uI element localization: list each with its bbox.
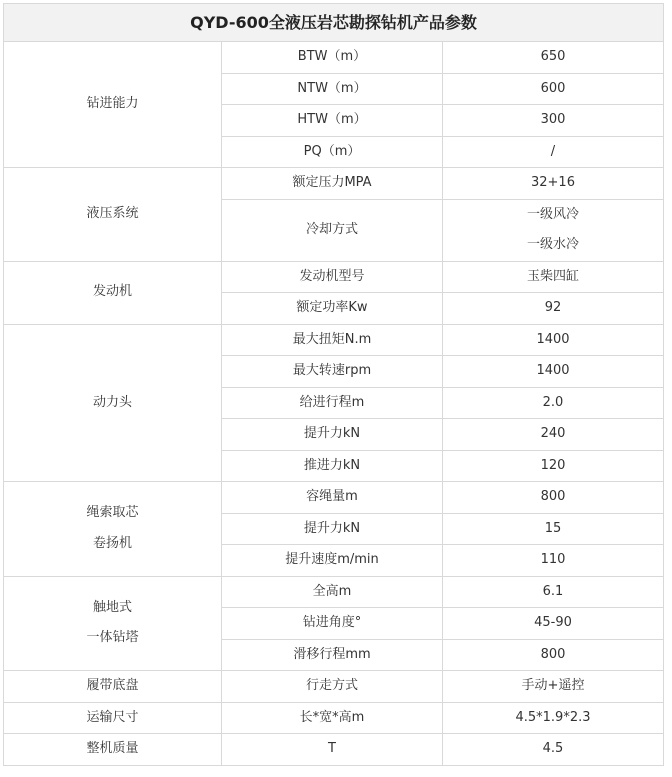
category-cell [4,671,222,703]
category-cell [4,702,222,734]
value-label: 300 [540,112,566,127]
parameter-cell: 最大转速rpm [222,356,443,388]
category-cell [4,734,222,766]
value-label: 32+16 [531,175,575,190]
category-label: 动力头 [92,394,132,410]
parameter-cell: 额定压力MPA [222,168,443,200]
category-label: 触地式 [92,599,132,615]
value-cell [443,482,664,514]
table-row [4,42,664,74]
category-label: 发动机 [92,284,132,300]
table-row [4,482,664,514]
value-label: / [550,143,556,159]
parameter-cell: 长*宽*高m [222,702,443,734]
value-cell [443,545,664,577]
parameter-cell: 提升力kN [222,419,443,451]
value-cell [443,324,664,356]
parameter-cell: 最大扭矩N.m [222,324,443,356]
table-title: QYD-600全液压岩芯勘探钻机产品参数 [4,4,664,42]
value-cell [443,73,664,105]
table-row [4,168,664,200]
category-label: 液压系统 [86,206,139,221]
category-label: 钻进能力 [86,96,139,112]
table-row [4,702,664,734]
value-cell [443,608,664,640]
value-cell [443,387,664,419]
value-label: 15 [544,520,562,536]
value-cell [443,450,664,482]
category-cell [4,168,222,262]
value-cell [443,734,664,766]
value-cell [443,671,664,703]
value-label: 240 [540,426,566,441]
value-label: 2.0 [542,394,564,410]
category-cell [4,261,222,324]
value-label: 92 [544,300,562,315]
table-row [4,576,664,608]
parameter-cell: NTW（m） [222,73,443,105]
parameter-cell: 冷却方式 [222,199,443,261]
parameter-cell: 额定功率Kw [222,293,443,325]
value-label: 6.1 [542,583,564,599]
category-cell [4,324,222,482]
category-label: 绳索取芯 [86,505,139,521]
value-cell [443,105,664,137]
value-cell [443,261,664,293]
value-label: 1400 [536,331,570,347]
table-row [4,261,664,293]
parameter-cell: 提升力kN [222,513,443,545]
parameter-cell: 给进行程m [222,387,443,419]
parameter-cell: 行走方式 [222,671,443,703]
parameter-cell: PQ（m） [222,136,443,168]
parameter-cell: BTW（m） [222,42,443,74]
parameter-cell: 推进力kN [222,450,443,482]
value-label: 玉柴四缸 [526,268,579,284]
value-cell [443,356,664,388]
parameter-cell: 全高m [222,576,443,608]
value-label: 650 [540,49,566,64]
category-label: 卷扬机 [92,535,132,551]
value-cell [443,199,664,261]
value-label: 一级风冷 [526,206,579,222]
value-label: 4.5 [542,741,564,756]
value-label: 1400 [536,363,570,378]
value-label: 手动+遥控 [521,678,585,693]
value-cell [443,168,664,200]
category-cell [4,482,222,577]
value-label: 110 [540,552,566,567]
value-cell [443,136,664,168]
parameter-cell: 发动机型号 [222,261,443,293]
table-row [4,324,664,356]
table-row [4,734,664,766]
category-label: 整机质量 [86,741,139,756]
title-row [4,4,664,42]
parameter-cell: 容绳量m [222,482,443,514]
value-cell [443,576,664,608]
spec-table [3,3,664,766]
parameter-cell: HTW（m） [222,105,443,137]
parameter-cell: 钻进角度° [222,608,443,640]
value-label: 800 [540,646,566,662]
category-cell [4,576,222,671]
value-label: 4.5*1.9*2.3 [515,709,591,725]
category-label: 运输尺寸 [86,709,139,725]
value-cell [443,42,664,74]
category-label: 履带底盘 [86,678,139,693]
parameter-cell: 提升速度m/min [222,545,443,577]
spec-table-body [4,4,664,766]
value-label: 800 [540,489,566,504]
value-label: 600 [540,80,566,96]
category-label: 一体钻塔 [86,630,139,646]
value-label: 45-90 [534,615,572,630]
value-label: 120 [540,457,566,473]
category-cell [4,42,222,168]
value-cell [443,293,664,325]
table-row [4,671,664,703]
value-cell [443,513,664,545]
value-cell [443,639,664,671]
parameter-cell: T [222,734,443,766]
parameter-cell: 滑移行程mm [222,639,443,671]
value-cell [443,419,664,451]
value-label: 一级水冷 [526,237,579,252]
value-cell [443,702,664,734]
